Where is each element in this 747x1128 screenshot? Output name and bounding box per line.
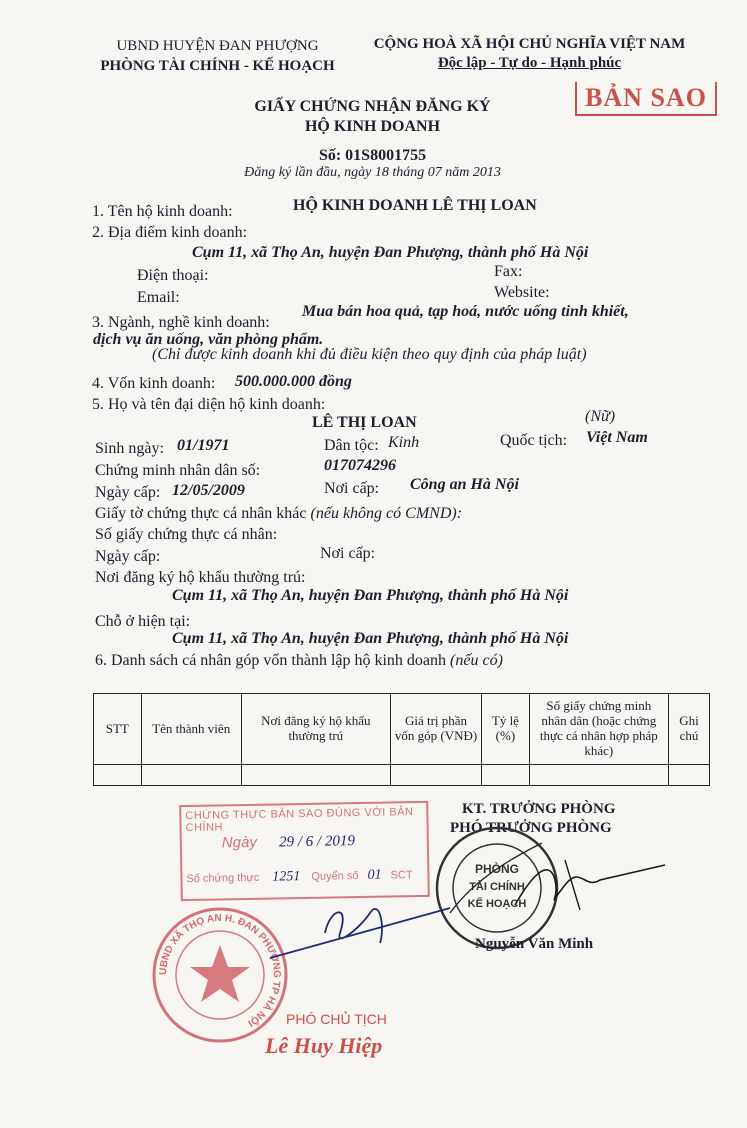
id-number-value: 017074296 bbox=[324, 457, 396, 474]
fax-label: Fax: bbox=[494, 263, 523, 280]
col-member-name: Tên thành viên bbox=[141, 694, 241, 765]
table-cell bbox=[482, 765, 529, 786]
business-name-value: HỘ KINH DOANH LÊ THỊ LOAN bbox=[293, 197, 537, 214]
email-label: Email: bbox=[137, 289, 180, 306]
nationality-value: Việt Nam bbox=[586, 429, 648, 446]
permanent-residence-value: Cụm 11, xã Thọ An, huyện Đan Phượng, thành phố Hà Nội bbox=[172, 587, 569, 604]
other-document-number-label: Số giấy chứng thực cá nhân: bbox=[95, 526, 278, 543]
other-issue-place-label: Nơi cấp: bbox=[320, 545, 376, 562]
signer-title-2: PHÓ TRƯỞNG PHÒNG bbox=[450, 820, 612, 836]
current-address-label: Chỗ ở hiện tại: bbox=[95, 613, 191, 630]
members-table-header-row bbox=[94, 694, 710, 765]
ethnicity-label: Dân tộc: bbox=[324, 437, 379, 454]
certifier-title: PHÓ CHỦ TỊCH bbox=[286, 1011, 387, 1027]
id-issue-place-value: Công an Hà Nội bbox=[410, 476, 519, 493]
representative-name: LÊ THỊ LOAN bbox=[312, 414, 417, 431]
table-cell bbox=[241, 765, 390, 786]
permanent-residence-label: Nơi đăng ký hộ khẩu thường trú: bbox=[95, 569, 306, 586]
business-line-value-a: Mua bán hoa quả, tạp hoá, nước uống tinh khiết, bbox=[302, 303, 629, 320]
certifier-signature bbox=[230, 888, 460, 968]
dob-value: 01/1971 bbox=[177, 437, 230, 454]
id-number-label: Chứng minh nhân dân số: bbox=[95, 462, 261, 479]
other-document-note: (nếu không có CMND): bbox=[310, 505, 463, 522]
business-name-label: 1. Tên hộ kinh doanh: bbox=[92, 203, 233, 220]
other-document-label bbox=[95, 505, 462, 523]
dob-label: Sinh ngày: bbox=[95, 440, 164, 457]
certificate-title: GIẤY CHỨNG NHẬN ĐĂNG KÝ bbox=[254, 98, 491, 115]
website-label: Website: bbox=[494, 284, 550, 301]
certification-book-label: Quyển số bbox=[311, 870, 359, 883]
certifier-name: Lê Huy Hiệp bbox=[265, 1033, 383, 1058]
seal-text-c: KẾ HOẠCH bbox=[467, 898, 527, 910]
members-list-note: (nếu có) bbox=[450, 652, 503, 669]
business-line-label: 3. Ngành, nghề kinh doanh: bbox=[92, 314, 270, 331]
col-residence: Nơi đăng ký hộ khẩu thường trú bbox=[241, 694, 390, 765]
representative-gender: (Nữ) bbox=[585, 408, 616, 425]
national-motto: Độc lập - Tự do - Hạnh phúc bbox=[437, 55, 622, 71]
table-cell bbox=[141, 765, 241, 786]
certification-book-value: 01 bbox=[367, 867, 382, 883]
issuer-department: PHÒNG TÀI CHÍNH - KẾ HOẠCH bbox=[100, 58, 335, 74]
seal-text-a: PHÒNG bbox=[474, 862, 520, 876]
certification-stamp bbox=[179, 801, 430, 901]
copy-stamp: BẢN SAO bbox=[575, 82, 717, 116]
certificate-number: Số: 01S8001755 bbox=[318, 147, 427, 164]
nationality-label: Quốc tịch: bbox=[500, 432, 568, 449]
certification-number-label: Số chứng thực bbox=[186, 871, 260, 886]
first-registration-date: Đăng ký lần đầu, ngày 18 tháng 07 năm 2013 bbox=[244, 165, 501, 180]
certification-number-value: 1251 bbox=[272, 869, 301, 885]
seal-text-b: TÀI CHÍNH bbox=[469, 881, 525, 893]
national-title: CỘNG HOÀ XÃ HỘI CHỦ NGHĨA VIỆT NAM bbox=[373, 36, 686, 52]
table-cell bbox=[669, 765, 710, 786]
certification-number bbox=[186, 867, 412, 887]
members-list-label: 6. Danh sách cá nhân góp vốn thành lập hộ kinh doanh bbox=[95, 652, 447, 669]
office-signature bbox=[505, 850, 675, 920]
col-capital: Giá trị phần vốn góp (VNĐ) bbox=[390, 694, 481, 765]
capital-value: 500.000.000 đồng bbox=[235, 373, 352, 390]
col-note: Ghi chú bbox=[669, 694, 710, 765]
capital-label: 4. Vốn kinh doanh: bbox=[92, 375, 216, 392]
signer-name: Nguyễn Văn Minh bbox=[475, 936, 594, 952]
certification-heading: CHỨNG THỰC BẢN SAO ĐÚNG VỚI BẢN CHÍNH bbox=[185, 806, 414, 835]
table-cell bbox=[94, 765, 142, 786]
business-address-value: Cụm 11, xã Thọ An, huyện Đan Phượng, thành phố Hà Nội bbox=[192, 244, 589, 261]
certification-date-label: Ngày bbox=[221, 833, 258, 852]
business-address-label: 2. Địa điểm kinh doanh: bbox=[92, 224, 248, 241]
col-stt: STT bbox=[94, 694, 142, 765]
members-table bbox=[93, 693, 710, 786]
representative-label: 5. Họ và tên đại diện hộ kinh doanh: bbox=[92, 396, 326, 413]
certification-date bbox=[222, 832, 355, 852]
members-list-heading bbox=[95, 652, 503, 670]
other-issue-date-label: Ngày cấp: bbox=[95, 548, 161, 565]
current-address-value: Cụm 11, xã Thọ An, huyện Đan Phượng, thành phố Hà Nội bbox=[172, 630, 569, 647]
id-issue-date-value: 12/05/2009 bbox=[172, 482, 245, 499]
business-line-value-b: dịch vụ ăn uống, văn phòng phẩm. bbox=[93, 331, 324, 348]
table-row bbox=[94, 765, 710, 786]
phone-label: Điện thoại: bbox=[137, 267, 209, 284]
table-cell bbox=[529, 765, 668, 786]
signer-title-1: KT. TRƯỞNG PHÒNG bbox=[462, 801, 616, 817]
certification-date-value: 29 / 6 / 2019 bbox=[278, 833, 356, 851]
issuer-authority: UBND HUYỆN ĐAN PHƯỢNG bbox=[116, 38, 319, 54]
id-issue-place-label: Nơi cấp: bbox=[324, 480, 380, 497]
commune-seal-text: UBND XÃ THỌ AN H. ĐAN PHƯỢNG TP HÀ NỘI bbox=[157, 912, 283, 1029]
table-cell bbox=[390, 765, 481, 786]
id-issue-date-label: Ngày cấp: bbox=[95, 484, 161, 501]
certificate-subtitle: HỘ KINH DOANH bbox=[304, 118, 441, 135]
col-id-document: Số giấy chứng minh nhân dân (hoặc chứng thực cá nhân hợp pháp khác) bbox=[529, 694, 668, 765]
certification-book-suffix: SCT bbox=[390, 869, 413, 882]
col-ratio: Tỷ lệ (%) bbox=[482, 694, 529, 765]
business-line-note: (Chỉ được kinh doanh khi đủ điều kiện theo quy định của pháp luật) bbox=[152, 346, 587, 363]
ethnicity-value: Kinh bbox=[388, 434, 420, 451]
other-document-label-text: Giấy tờ chứng thực cá nhân khác bbox=[95, 505, 307, 522]
